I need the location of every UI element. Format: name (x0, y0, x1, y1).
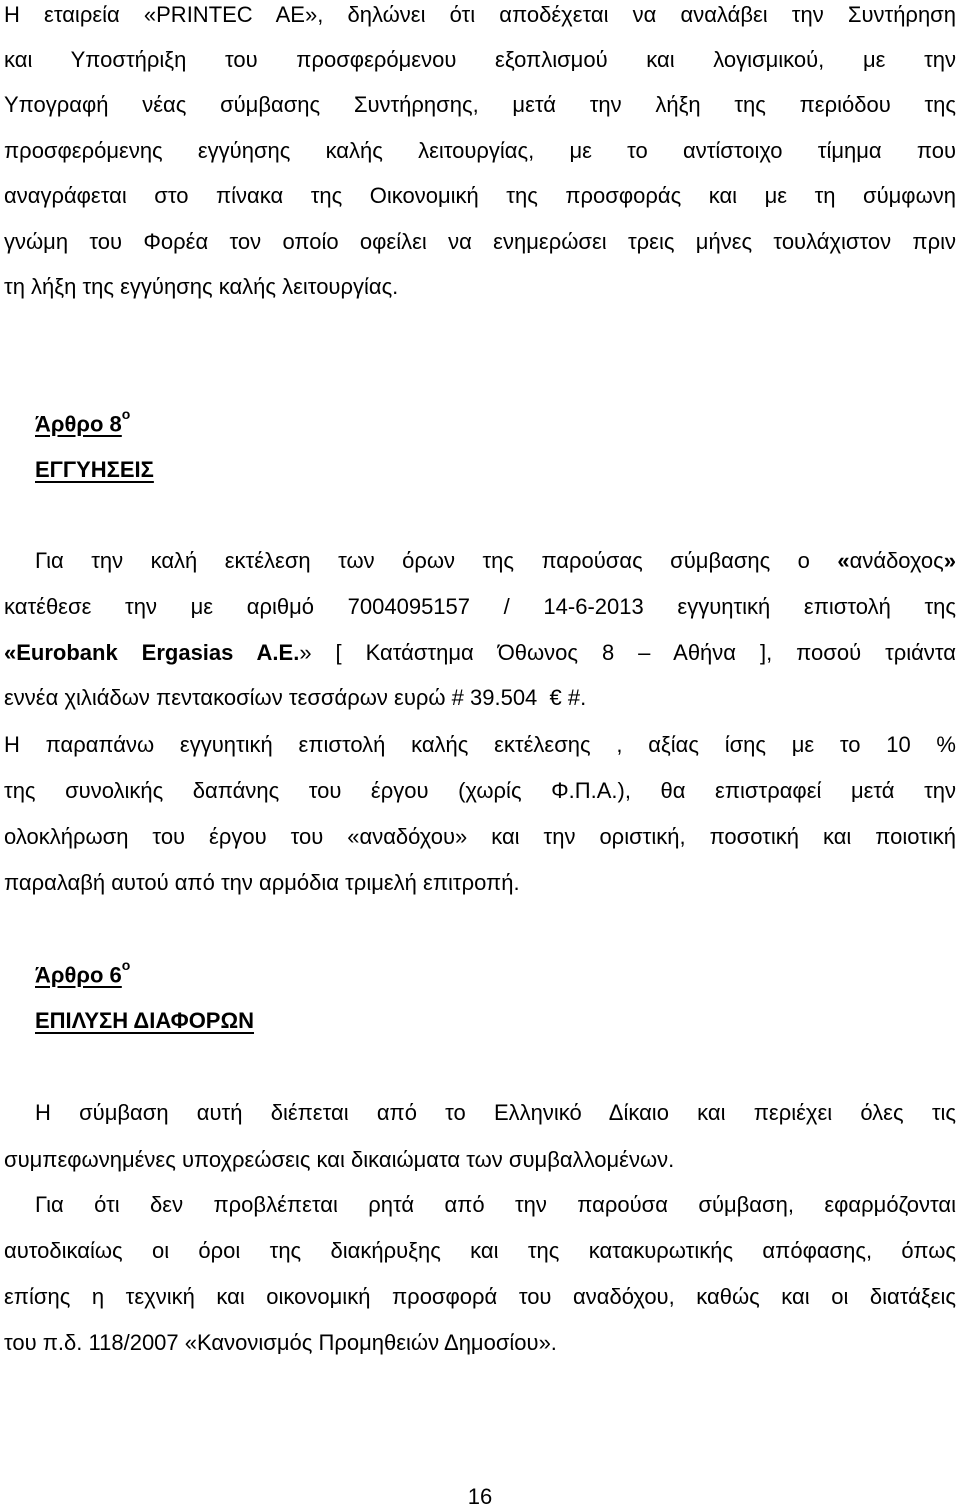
paragraph-line: τη λήξη της εγγύησης καλής λειτουργίας. (4, 274, 399, 299)
article-8-line (35, 548, 956, 574)
paragraph-line: γνώμη του Φορέα τον οποίο οφείλει να ενημερώσει τρεις μήνες τουλάχιστον πριν (4, 229, 956, 254)
article-8-line-text: » [ Κατάστημα Όθωνος 8 – Αθήνα ], ποσού τριάντα (299, 640, 956, 665)
article-8-line (4, 685, 956, 711)
bank-name: «Eurobank Ergasias A.E. (4, 640, 300, 665)
article-6-line: αυτοδικαίως οι όροι της διακήρυξης και της κατακυρωτικής απόφασης, όπως (4, 1238, 956, 1263)
article-8-line-text: Για την καλή εκτέλεση των όρων της παρούσας σύμβασης ο (35, 548, 810, 573)
paragraph-line: και Υποστήριξη του προσφερόμενου εξοπλισμού και λογισμικού, με την (4, 47, 956, 72)
article-8-line: κατέθεσε την με αριθμό 7004095157 / 14-6-2013 εγγυητική επιστολή της (4, 594, 956, 619)
paragraph-line: αναγράφεται στο πίνακα της Οικονομική της προσφοράς και με τη σύμφωνη (4, 183, 956, 208)
article-8-line: παραλαβή αυτού από την αρμόδια τριμελή επιτροπή. (4, 870, 520, 895)
paragraph-line: προσφερόμενης εγγύησης καλής λειτουργίας, με το αντίστοιχο τίμημα που (4, 138, 956, 163)
article-8-line: της συνολικής δαπάνης του έργου (χωρίς Φ.Π.Α.), θα επιστραφεί μετά την (4, 778, 956, 803)
article-6-line: επίσης η τεχνική και οικονομική προσφορά του αναδόχου, καθώς και οι διατάξεις (4, 1284, 956, 1309)
paragraph-line: Υπογραφή νέας σύμβασης Συντήρησης, μετά την λήξη της περιόδου της (4, 92, 956, 117)
article-8-line: ολοκλήρωση του έργου του «αναδόχου» και την οριστική, ποσοτική και ποιοτική (4, 824, 956, 849)
article-6-line: Η σύμβαση αυτή διέπεται από το Ελληνικό Δίκαιο και περιέχει όλες τις (35, 1100, 956, 1125)
article-6-subtitle: ΕΠΙΛΥΣΗ ΔΙΑΦΟΡΩΝ (35, 1008, 255, 1033)
article-6-title (35, 957, 131, 988)
article-8-title-sup: ο (121, 406, 131, 422)
article-8-line: Η παραπάνω εγγυητική επιστολή καλής εκτέλεσης , αξίας ίσης με το 10 % (4, 732, 956, 757)
amount-end: #. (567, 685, 587, 710)
article-8-title (35, 406, 131, 437)
article-6-line: συμπεφωνημένες υποχρεώσεις και δικαιώματα των συμβαλλομένων. (4, 1147, 675, 1172)
quote-close: » (943, 548, 956, 573)
quote-open: « (837, 548, 850, 573)
article-8-line (4, 640, 956, 666)
article-6-title-text: Άρθρο 6 (35, 962, 122, 988)
euro-symbol: € (549, 685, 562, 710)
article-8-title-text: Άρθρο 8 (35, 411, 122, 437)
amount-text: εννέα χιλιάδων πεντακοσίων τεσσάρων ευρώ # 39.504 (4, 685, 538, 710)
article-6-line: Για ότι δεν προβλέπεται ρητά από την παρούσα σύμβαση, εφαρμόζονται (35, 1192, 956, 1217)
article-8-subtitle: ΕΓΓΥΗΣΕΙΣ (35, 457, 154, 482)
article-6-line: του π.δ. 118/2007 «Κανονισμός Προμηθειών Δημοσίου». (4, 1330, 557, 1355)
article-6-title-sup: ο (121, 957, 131, 973)
page-number: 16 (467, 1484, 493, 1509)
contractor-word: ανάδοχος (849, 548, 944, 573)
paragraph-line: Η εταιρεία «PRINTEC AE», δηλώνει ότι αποδέχεται να αναλάβει την Συντήρηση (4, 2, 956, 27)
